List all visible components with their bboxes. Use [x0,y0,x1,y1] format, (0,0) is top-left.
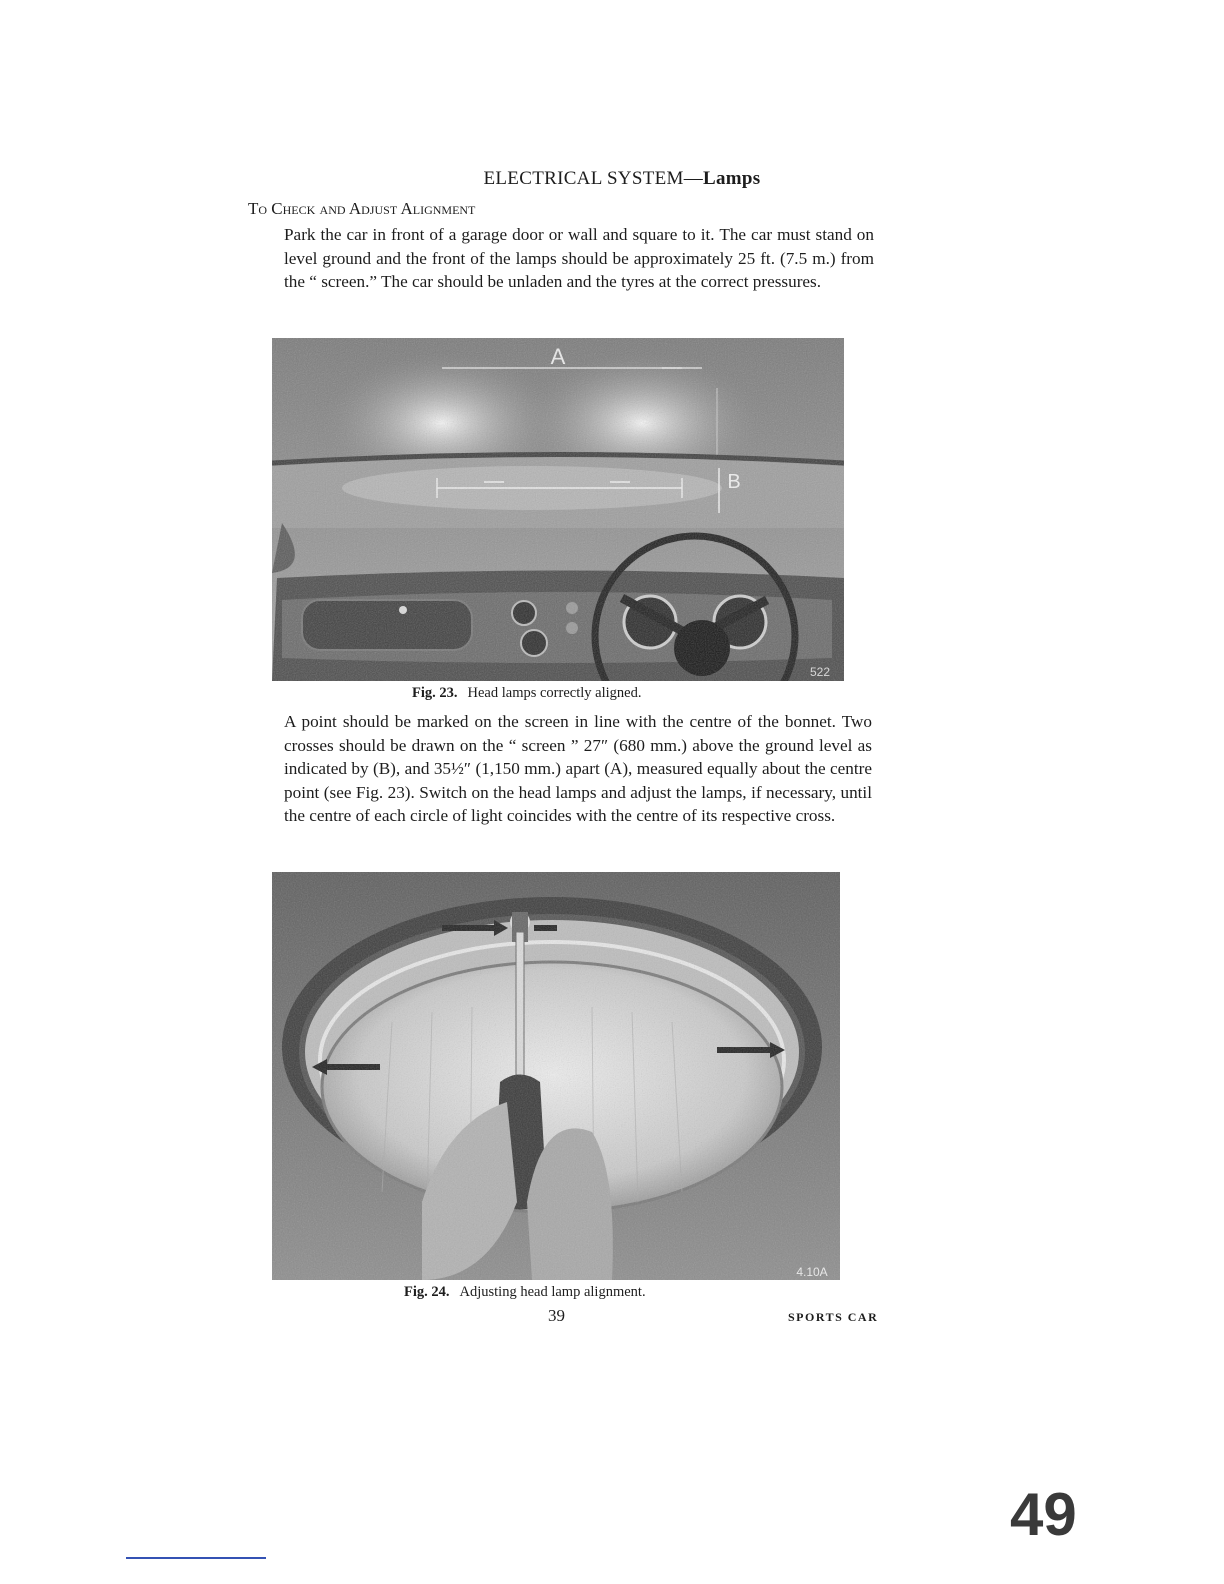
figure-23-caption [412,685,641,702]
pdf-page-number: 49 [1010,1481,1077,1548]
footer-label: SPORTS CAR [788,1310,879,1324]
figure-23-label: Fig. 23. [412,685,458,701]
section-title: To Check and Adjust Alignment [248,199,476,218]
footnote-rule [126,1557,266,1559]
header-text: ELECTRICAL SYSTEM— [483,168,704,189]
paragraph-alignment: A point should be marked on the screen in line with the centre of the bonnet. Two crosses should be drawn on the “ screen ” 27″ (680 mm.) above the ground level as indicated by (B), and 35½″ (1,150 mm.) apart (A), measured equally about the centre point (see Fig. 23). Switch on the head lamps and adjust the lamps, if necessary, until the centre of each circle of light coincides with the centre of its respective cross. [284,712,872,825]
figure-23-caption-text: Head lamps correctly aligned. [467,685,642,701]
page-number: 39 [548,1306,565,1325]
figure-24-label: Fig. 24. [404,1284,450,1300]
figure-23-photo [272,338,844,681]
header-bold-text: Lamps [703,168,761,189]
page-header [0,168,1224,190]
figure-24-caption [404,1284,646,1301]
paragraph-intro: Park the car in front of a garage door or wall and square to it. The car must stand on level ground and the front of the lamps should be approximately 25 ft. (7.5 m.) from the “ screen.” The car should be unladen and the tyres at the correct pressures. [284,225,874,291]
figure-24-caption-text: Adjusting head lamp alignment. [459,1284,646,1300]
figure-24-photo [272,872,840,1280]
